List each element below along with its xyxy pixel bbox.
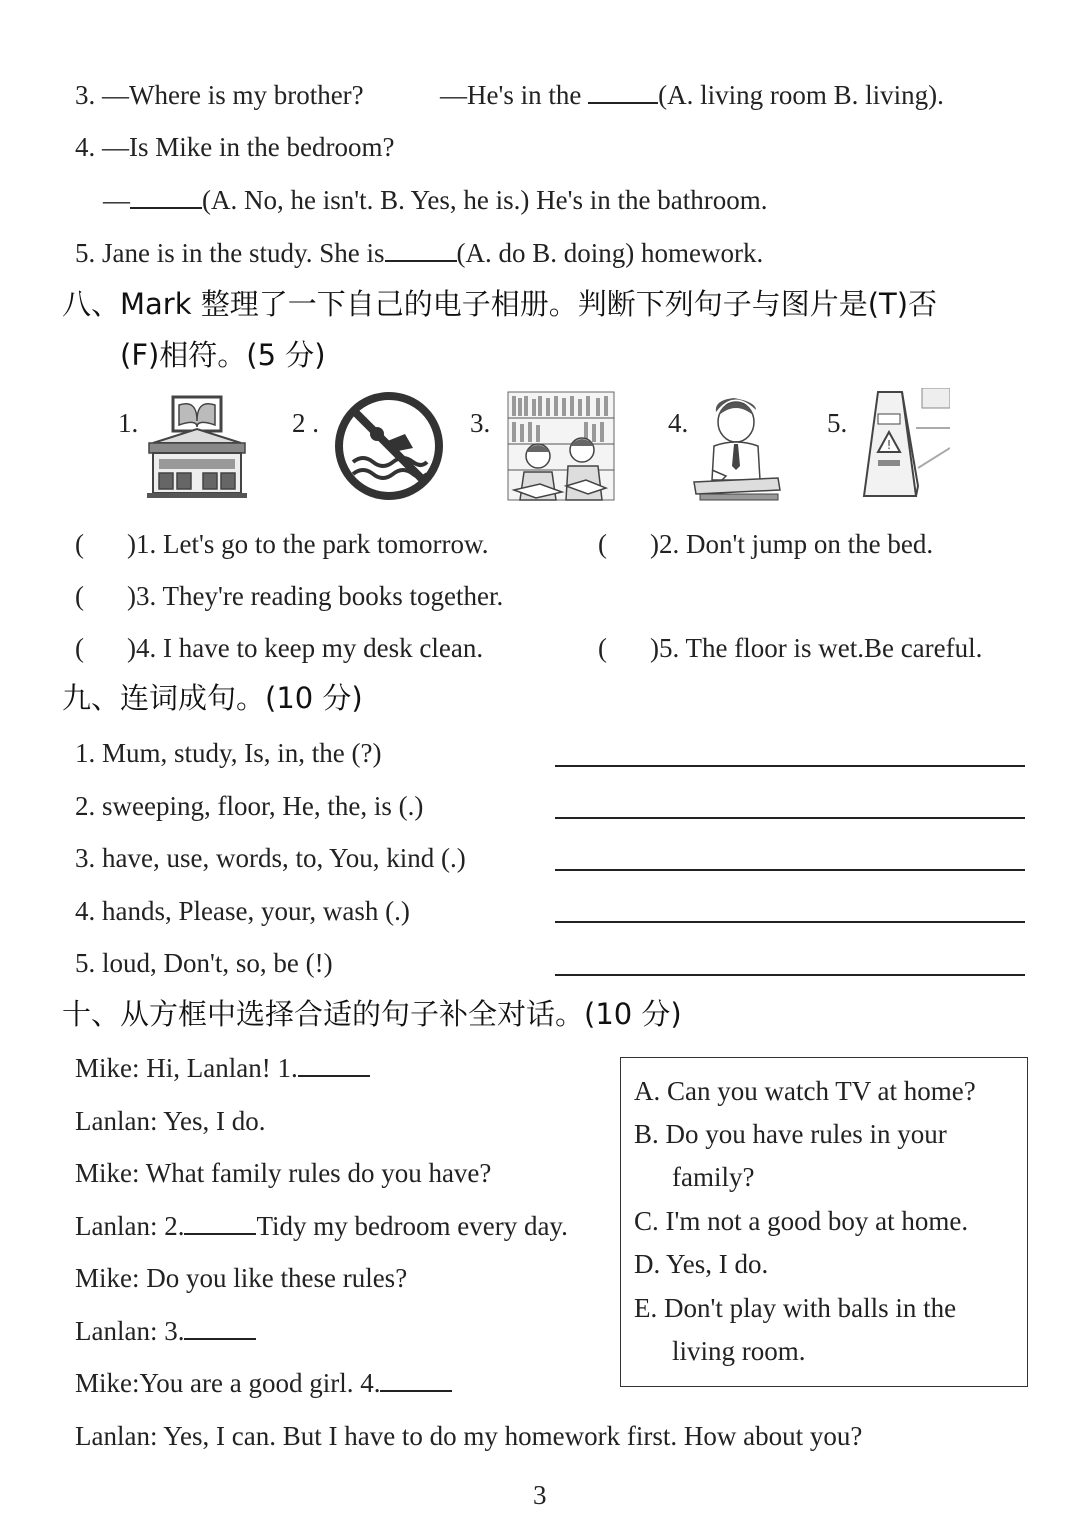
svg-text:!: ! (886, 438, 892, 452)
option-e: E. Don't play with balls in the (634, 1293, 957, 1323)
q7-5-text: Jane is in the study. She is (102, 238, 385, 268)
picture-label-3: 3. (470, 408, 491, 438)
statement-2 (598, 527, 933, 561)
section9-heading: 九、连词成句。(10 分) (62, 681, 363, 715)
statement-5-text: )5. The floor is wet.Be careful. (650, 633, 983, 663)
answer-line-1[interactable] (555, 765, 1025, 767)
answer-blank[interactable] (380, 1368, 452, 1392)
answer-line-4[interactable] (555, 921, 1025, 923)
statement-1-paren[interactable]: ( (75, 529, 84, 559)
children-reading-icon (506, 390, 616, 502)
option-b: B. Do you have rules in your (634, 1119, 947, 1149)
picture-label-4: 4. (668, 408, 689, 438)
dialogue-line-5: Mike: Do you like these rules? (75, 1263, 408, 1293)
picture-label-2: 2 . (292, 408, 319, 438)
q7-4 (75, 130, 394, 164)
statement-4-text: )4. I have to keep my desk clean. (127, 633, 484, 663)
q7-4-answer (103, 183, 767, 217)
q7-4-question: —Is Mike in the bedroom? (102, 132, 395, 162)
dialogue-line-6 (75, 1314, 256, 1348)
statement-1 (75, 527, 489, 561)
section8-heading-line1: 八、Mark 整理了一下自己的电子相册。判断下列句子与图片是(T)否 (62, 287, 938, 321)
q7-3 (75, 78, 364, 112)
option-b-cont: family? (672, 1162, 755, 1192)
section10-heading: 十、从方框中选择合适的句子补全对话。(10 分) (62, 997, 682, 1031)
q7-5-num: 5. (75, 238, 96, 268)
statement-4-paren[interactable]: ( (75, 633, 84, 663)
wet-floor-sign-icon (862, 388, 950, 502)
q7-4-options: (A. No, he isn't. B. Yes, he is.) He's in the bathroom. (202, 185, 768, 215)
q7-3-question: —Where is my brother? (102, 80, 364, 110)
statement-3-text: )3. They're reading books together. (127, 581, 504, 611)
q7-3-answer (440, 78, 944, 112)
answer-blank[interactable] (184, 1211, 256, 1235)
picture-label-1: 1. (118, 408, 139, 438)
answer-line-3[interactable] (555, 869, 1025, 871)
options-box (620, 1057, 1028, 1387)
statement-3-paren[interactable]: ( (75, 581, 84, 611)
section8-heading-line2: (F)相符。(5 分) (120, 338, 326, 372)
picture-label-5: 5. (827, 408, 848, 438)
answer-blank[interactable] (385, 238, 457, 262)
statement-3 (75, 579, 503, 613)
statement-1-text: )1. Let's go to the park tomorrow. (127, 529, 489, 559)
answer-line-5[interactable] (555, 974, 1025, 976)
q7-5 (75, 236, 763, 270)
boy-at-desk-icon (690, 390, 782, 502)
statement-5 (598, 631, 982, 665)
option-c: C. I'm not a good boy at home. (634, 1206, 969, 1236)
sentence-item-5: 5. loud, Don't, so, be (!) (75, 948, 333, 978)
dialogue-line-4-after: Tidy my bedroom every day. (256, 1211, 568, 1241)
q7-4-answer-prefix: — (103, 185, 130, 215)
no-swimming-sign-icon (333, 390, 445, 502)
dialogue-line-4-text: Lanlan: 2. (75, 1211, 185, 1241)
option-a: A. Can you watch TV at home? (634, 1076, 976, 1106)
sentence-item-1: 1. Mum, study, Is, in, the (?) (75, 738, 382, 768)
q7-3-num: 3. (75, 80, 96, 110)
dialogue-line-3: Mike: What family rules do you have? (75, 1158, 492, 1188)
option-e-cont: living room. (672, 1336, 806, 1366)
dialogue-line-7-text: Mike:You are a good girl. 4. (75, 1368, 381, 1398)
dialogue-line-1-text: Mike: Hi, Lanlan! 1. (75, 1053, 298, 1083)
answer-blank[interactable] (588, 80, 658, 104)
library-building-icon (145, 393, 249, 499)
answer-blank[interactable] (130, 185, 202, 209)
page-number: 3 (533, 1480, 547, 1510)
q7-4-num: 4. (75, 132, 96, 162)
dialogue-line-7 (75, 1366, 452, 1400)
q7-3-answer-prefix: —He's in the (440, 80, 582, 110)
answer-blank[interactable] (298, 1053, 370, 1077)
dialogue-line-6-text: Lanlan: 3. (75, 1316, 185, 1346)
sentence-item-4: 4. hands, Please, your, wash (.) (75, 896, 410, 926)
q7-5-options: (A. do B. doing) homework. (456, 238, 764, 268)
sentence-item-2: 2. sweeping, floor, He, the, is (.) (75, 791, 424, 821)
statement-4 (75, 631, 483, 665)
answer-blank[interactable] (184, 1316, 256, 1340)
answer-line-2[interactable] (555, 817, 1025, 819)
statement-2-paren[interactable]: ( (598, 529, 607, 559)
option-d: D. Yes, I do. (634, 1249, 769, 1279)
q7-3-options: (A. living room B. living). (658, 80, 944, 110)
sentence-item-3: 3. have, use, words, to, You, kind (.) (75, 843, 466, 873)
dialogue-line-8: Lanlan: Yes, I can. But I have to do my homework first. How about you? (75, 1421, 863, 1451)
dialogue-line-2: Lanlan: Yes, I do. (75, 1106, 266, 1136)
statement-2-text: )2. Don't jump on the bed. (650, 529, 934, 559)
statement-5-paren[interactable]: ( (598, 633, 607, 663)
dialogue-line-4 (75, 1209, 568, 1243)
dialogue-line-1 (75, 1051, 370, 1085)
